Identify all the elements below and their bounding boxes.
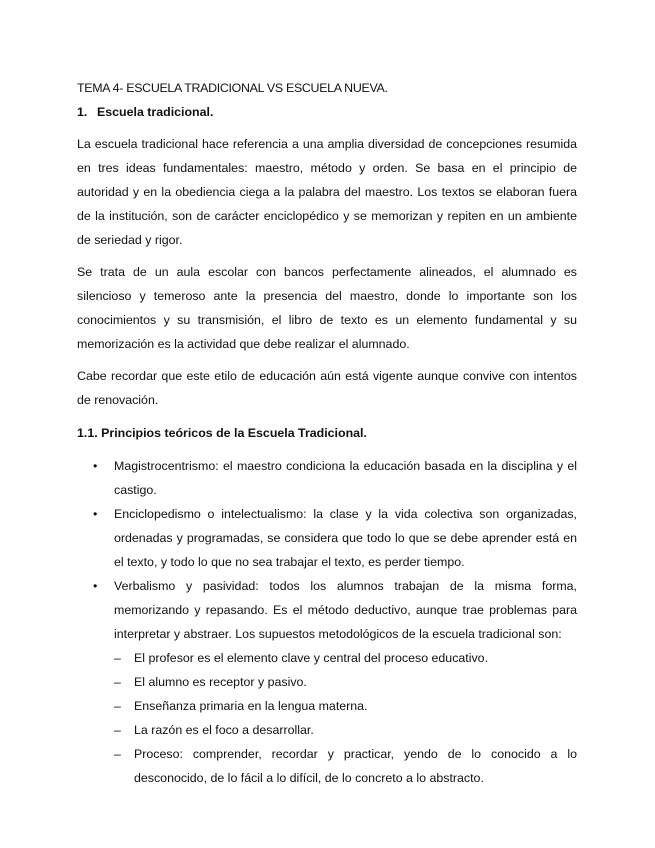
document-title: TEMA 4- ESCUELA TRADICIONAL VS ESCUELA NUEVA.: [77, 81, 388, 95]
dash-marker: –: [114, 651, 121, 665]
sublist-item-text: El alumno es receptor y pasivo.: [134, 675, 307, 689]
sublist-wrapper: [114, 646, 577, 790]
list-item: [77, 502, 577, 574]
list-item: [77, 574, 577, 790]
dash-marker: –: [114, 699, 121, 713]
sublist-item-text: Enseñanza primaria en la lengua materna.: [134, 699, 368, 713]
section-heading: [77, 100, 577, 124]
paragraph: Cabe recordar que este etilo de educación aún está vigente aunque convive con intentos de renovación.: [77, 369, 577, 407]
paragraph: Se trata de un aula escolar con bancos perfectamente alineados, el alumnado es silencioso y temeroso ante la presencia del maestro, donde lo importante son los conocimientos y su transmisión, el libro de texto es un elemento fundamental y su memorización es la actividad que debe realizar el alumnado.: [77, 265, 577, 351]
sublist-item-text: La razón es el foco a desarrollar.: [134, 723, 314, 737]
dash-marker: –: [114, 723, 121, 737]
list-item-text: Verbalismo y pasividad: todos los alumnos trabajan de la misma forma, memorizando y repasando. Es el método deductivo, aunque trae problemas para interpretar y abstraer. Los supuestos metodológicos de la escuela tradicional son:: [114, 579, 577, 641]
sublist-item: [114, 694, 577, 718]
dash-marker: –: [114, 675, 121, 689]
sublist-item-text: Proceso: comprender, recordar y practicar, yendo de lo conocido a lo desconocido, de lo fácil a lo difícil, de lo concreto a lo abstracto.: [134, 747, 577, 785]
sublist-item: [114, 718, 577, 742]
principles-list: [77, 454, 577, 790]
subsection-heading: 1.1. Principios teóricos de la Escuela Tradicional.: [77, 426, 367, 440]
sublist-item: [114, 742, 577, 790]
paragraph: La escuela tradicional hace referencia a una amplia diversidad de concepciones resumida en tres ideas fundamentales: maestro, método y orden. Se basa en el principio de autoridad y en la obediencia ciega a la palabra del maestro. Los textos se elaboran fuera de la institución, son de carácter enciclopédico y se memorizan y repiten en un ambiente de seriedad y rigor.: [77, 137, 577, 247]
section-number: 1.: [77, 105, 88, 119]
bullet-marker: •: [93, 579, 98, 593]
list-item-text: Enciclopedismo o intelectualismo: la clase y la vida colectiva son organizadas, ordenadas y programadas, se considera que todo lo que se debe aprender está en el texto, y todo lo que no sea trabajar el texto, es perder tiempo.: [114, 507, 577, 569]
section-heading-text: Escuela tradicional.: [97, 105, 214, 119]
list-item: [77, 454, 577, 502]
bullet-marker: •: [93, 507, 98, 521]
sublist-item: [114, 646, 577, 670]
sublist-item-text: El profesor es el elemento clave y central del proceso educativo.: [134, 651, 489, 665]
sublist-item: [114, 670, 577, 694]
dash-marker: –: [114, 747, 121, 761]
list-item-text: Magistrocentrismo: el maestro condiciona la educación basada en la disciplina y el castigo.: [114, 459, 577, 497]
methodology-sublist: [114, 646, 577, 790]
bullet-marker: •: [93, 459, 98, 473]
document-body: [77, 76, 577, 790]
